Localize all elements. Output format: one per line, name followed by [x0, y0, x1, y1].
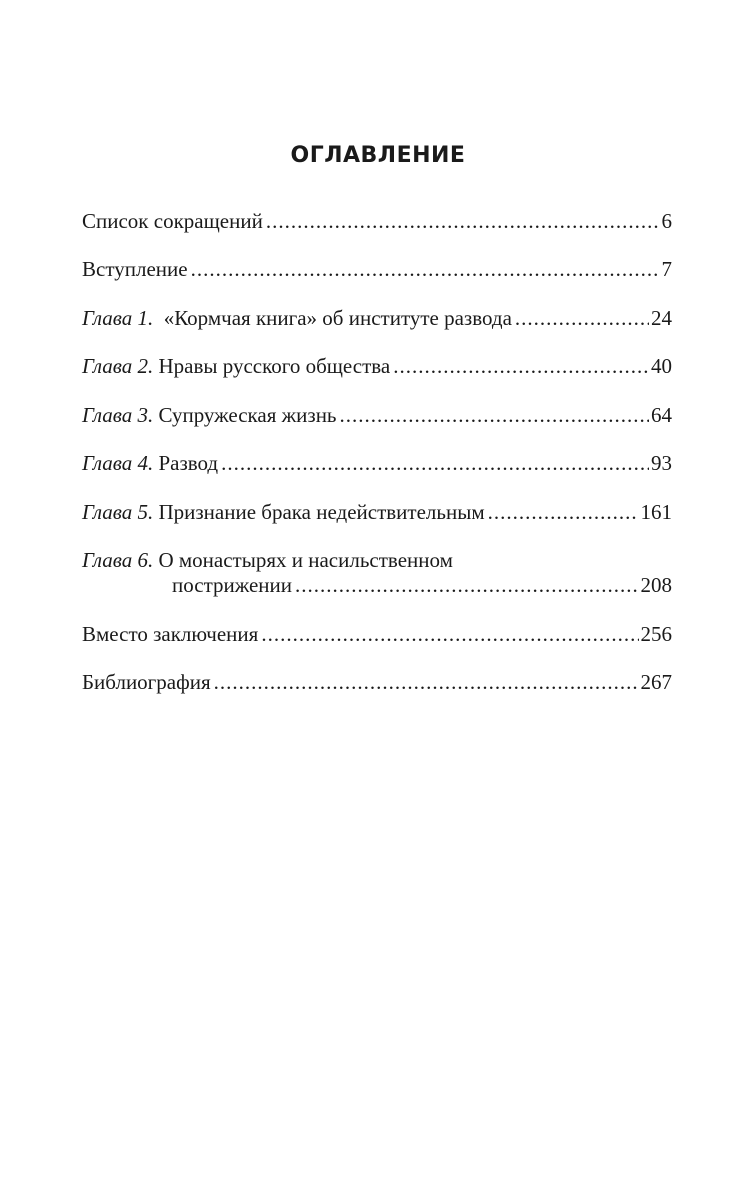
dot-leader — [261, 622, 638, 647]
dot-leader — [221, 451, 649, 476]
chapter-number: Глава 5. — [82, 500, 154, 524]
toc-entry[interactable] — [82, 403, 672, 428]
chapter-number: Глава 3. — [82, 403, 154, 427]
chapter-number: Глава 1. — [82, 306, 154, 330]
page-title: ОГЛАВЛЕНИЕ — [290, 143, 466, 168]
toc-entry[interactable] — [82, 209, 672, 234]
dot-leader — [515, 306, 649, 331]
toc-entry-title: Нравы русского общества — [158, 354, 391, 378]
toc-entry-page: 267 — [640, 670, 672, 694]
toc-entry-page: 256 — [640, 622, 672, 646]
chapter-number: Глава 2. — [82, 354, 154, 378]
dot-leader — [393, 354, 649, 379]
toc-entry-title: Признание брака недействительным — [158, 500, 485, 524]
toc-entry[interactable] — [82, 548, 672, 598]
toc-entry-title-continued: пострижении — [172, 573, 293, 597]
toc-entry-title: Развод — [158, 451, 219, 475]
dot-leader — [266, 209, 660, 234]
toc-entry-title: Вступление — [82, 257, 188, 281]
toc-entry-title: Вместо заключения — [82, 622, 259, 646]
toc-entry[interactable] — [82, 670, 672, 695]
toc-entry-page: 6 — [661, 209, 672, 233]
toc-entry-title: Супружеская жизнь — [158, 403, 337, 427]
toc-entry-page: 161 — [640, 500, 672, 524]
toc-entry-page: 7 — [661, 257, 672, 281]
dot-leader — [488, 500, 639, 525]
toc-entry[interactable] — [82, 257, 672, 282]
toc-entry[interactable] — [82, 354, 672, 379]
dot-leader — [295, 573, 638, 598]
toc-entry-title: Список сокращений — [82, 209, 263, 233]
chapter-number: Глава 4. — [82, 451, 154, 475]
toc-entry-page: 24 — [651, 306, 672, 330]
dot-leader — [340, 403, 649, 428]
toc-entry[interactable] — [82, 451, 672, 476]
toc-entry-page: 40 — [651, 354, 672, 378]
toc-entry-page: 64 — [651, 403, 672, 427]
toc-entry-title: О монастырях и насильственном — [158, 548, 453, 572]
toc-entry[interactable] — [82, 500, 672, 525]
toc-entry[interactable] — [82, 622, 672, 647]
dot-leader — [191, 257, 660, 282]
toc-entry-page: 93 — [651, 451, 672, 475]
dot-leader — [214, 670, 639, 695]
chapter-number: Глава 6. — [82, 548, 154, 572]
toc-entry-page: 208 — [640, 573, 672, 597]
toc-entry[interactable] — [82, 306, 672, 331]
toc-entry-title: Библиография — [82, 670, 211, 694]
toc-entry-title: «Кормчая книга» об институте развода — [163, 306, 512, 330]
